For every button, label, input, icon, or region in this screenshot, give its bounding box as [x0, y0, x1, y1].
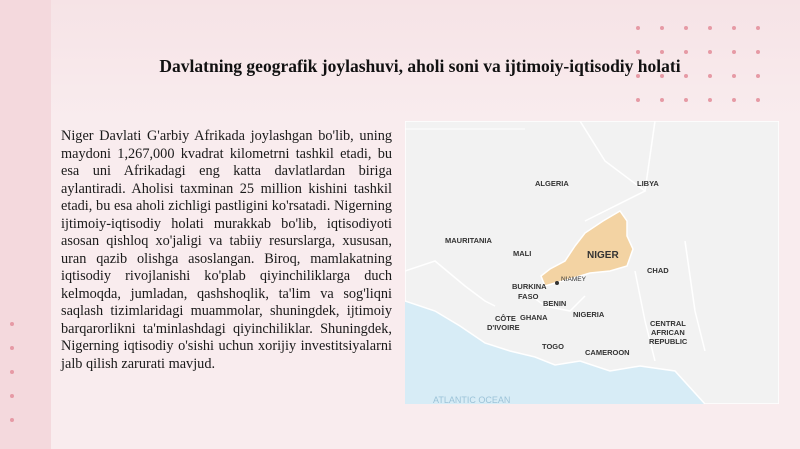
slide-title: Davlatning geografik joylashuvi, aholi soni va ijtimoiy-iqtisodiy holati — [159, 56, 681, 76]
label-benin: BENIN — [543, 299, 567, 308]
map-svg — [405, 121, 779, 404]
label-burkina: BURKINA — [512, 282, 547, 291]
label-libya: LIBYA — [637, 179, 659, 188]
slide-body-text: Niger Davlati G'arbiy Afrikada joylashgan bo'lib, uning maydoni 1,267,000 kvadrat kilometrni tashkil etadi, bu esa uni Afrikadagi eng katta davlatlardan biriga aylantiradi. Aholisi taxminan 25 million kishini tashkil etadi, bu esa aholi zichligi pastligini ko'rsatadi. Nigerning ijtimoiy-iqtisodiy holati murakkab bo'lib, iqtisodiyoti asosan qishloq xo'jaligi va tabiiy resurslarga, xususan, uran qazib olishga asoslangan. Biroq, mamlakatning iqtisodiy rivojlanishi ko'plab qiyinchiliklarga duch kelmoqda, jumladan, qashshoqlik, ta'lim va sog'liqni saqlash tizimlaridagi muammolar, shuningdek, ijtimoiy barqarorlikni ta'minlashdagi qiyinchiliklar. Shuningdek, Nigerning iqtisodiy o'sishi uchun xorijiy investitsiyalarni jalb qilish zarurati mavjud. — [61, 128, 392, 372]
label-cote: CÔTE — [495, 314, 516, 323]
label-togo: TOGO — [542, 342, 564, 351]
label-atlantic-ocean: ATLANTIC OCEAN — [433, 395, 511, 404]
decorative-dots-bottom-left — [10, 322, 20, 422]
label-faso: FASO — [518, 292, 539, 301]
label-nigeria: NIGERIA — [573, 310, 605, 319]
label-chad: CHAD — [647, 266, 669, 275]
label-african: AFRICAN — [651, 328, 685, 337]
label-divoire: D'IVOIRE — [487, 323, 520, 332]
label-cameroon: CAMEROON — [585, 348, 630, 357]
label-mali: MALI — [513, 249, 532, 258]
label-niger: NIGER — [587, 250, 619, 261]
label-mauritania: MAURITANIA — [445, 236, 492, 245]
label-algeria: ALGERIA — [535, 179, 569, 188]
label-central: CENTRAL — [650, 319, 686, 328]
label-republic: REPUBLIC — [649, 337, 688, 346]
niamey-marker — [555, 281, 559, 285]
label-ghana: GHANA — [520, 313, 548, 322]
niger-map — [405, 121, 779, 404]
label-niamey: NIAMEY — [561, 276, 586, 283]
